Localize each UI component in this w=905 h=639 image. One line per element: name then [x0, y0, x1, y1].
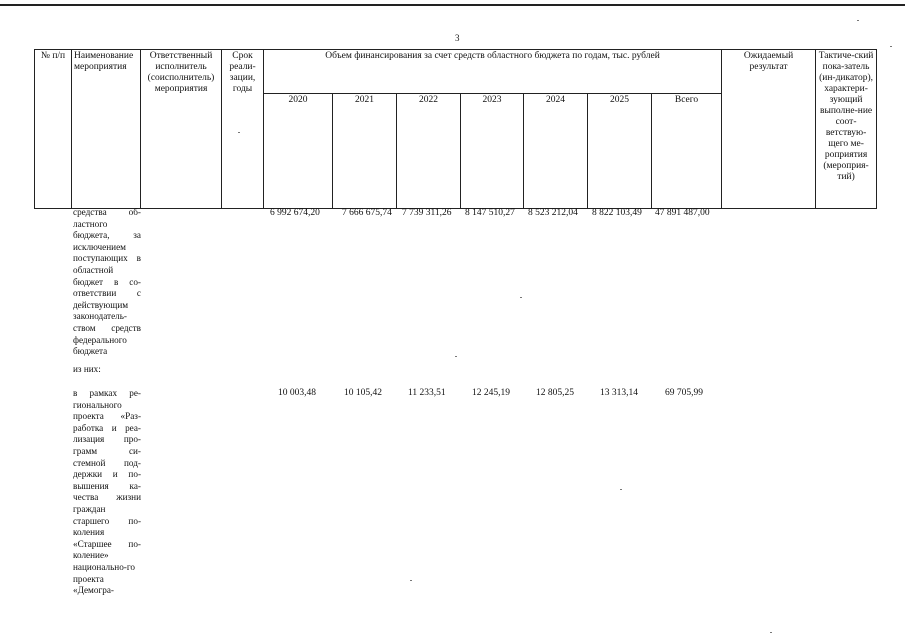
header-year-2022: 2022	[397, 94, 461, 209]
header-year-2024: 2024	[524, 94, 588, 209]
header-col-result: Ожидаемый результат	[722, 50, 816, 209]
header-year-2021: 2021	[333, 94, 397, 209]
row-values-regional-budget	[262, 208, 722, 220]
header-table	[34, 49, 877, 209]
value-2023: 8 147 510,27	[465, 208, 515, 218]
header-year-2025: 2025	[588, 94, 652, 209]
value-2021: 10 105,42	[344, 388, 382, 398]
value-2024: 12 805,25	[536, 388, 574, 398]
value-2025: 13 313,14	[600, 388, 638, 398]
scan-speck	[770, 632, 772, 633]
header-col-name: Наименование мероприятия	[72, 50, 141, 209]
scan-speck	[455, 356, 457, 357]
value-2023: 12 245,19	[472, 388, 510, 398]
row-name-of-them: из них:	[73, 364, 101, 374]
value-2022: 7 739 311,26	[402, 208, 452, 218]
header-year-2023: 2023	[461, 94, 524, 209]
value-2020: 10 003,48	[278, 388, 316, 398]
scan-speck	[857, 20, 859, 21]
row-values-regional-project	[262, 388, 722, 400]
value-2025: 8 822 103,49	[592, 208, 642, 218]
top-border-line	[0, 4, 905, 6]
value-total: 47 891 487,00	[655, 208, 710, 218]
header-year-total: Всего	[652, 94, 722, 209]
page-number: 3	[455, 33, 460, 43]
header-year-2020: 2020	[264, 94, 333, 209]
value-2022: 11 233,51	[408, 388, 446, 398]
header-col-number: № п/п	[35, 50, 72, 209]
header-col-indicator: Тактиче-ский пока-затель (ин-дикатор), характери-зующий выполне-ние соот-ветствую-щего ме-роприятия (мероприя-тий)	[816, 50, 877, 209]
header-col-executor: Ответственный исполнитель (соисполнитель) мероприятия	[141, 50, 222, 209]
header-col-term: Срок реали-зации, годы	[222, 50, 264, 209]
scan-speck	[620, 489, 622, 490]
value-2024: 8 523 212,04	[528, 208, 578, 218]
value-total: 69 705,99	[665, 388, 703, 398]
row-name-regional-project: в рамках ре-гионального проекта «Раз-работка и реа-лизация про-грамм си-стемной под-держки и по-вышения ка-чества жизни граждан старшего по-коления «Старшее по-коление» национально-го проекта «Демогра-	[73, 388, 141, 596]
scan-speck	[520, 297, 522, 298]
value-2020: 6 992 674,20	[270, 208, 320, 218]
scan-speck	[890, 46, 892, 47]
header-col-funding: Объем финансирования за счет средств областного бюджета по годам, тыс. рублей	[264, 50, 722, 94]
scan-speck	[238, 132, 240, 133]
row-name-regional-budget: средства об-ластного бюджета, за исключением поступающих в областной бюджет в со-ответствии с действующим законодатель-ством средств федерального бюджета	[73, 207, 141, 357]
value-2021: 7 666 675,74	[342, 208, 392, 218]
scan-speck	[410, 580, 412, 581]
